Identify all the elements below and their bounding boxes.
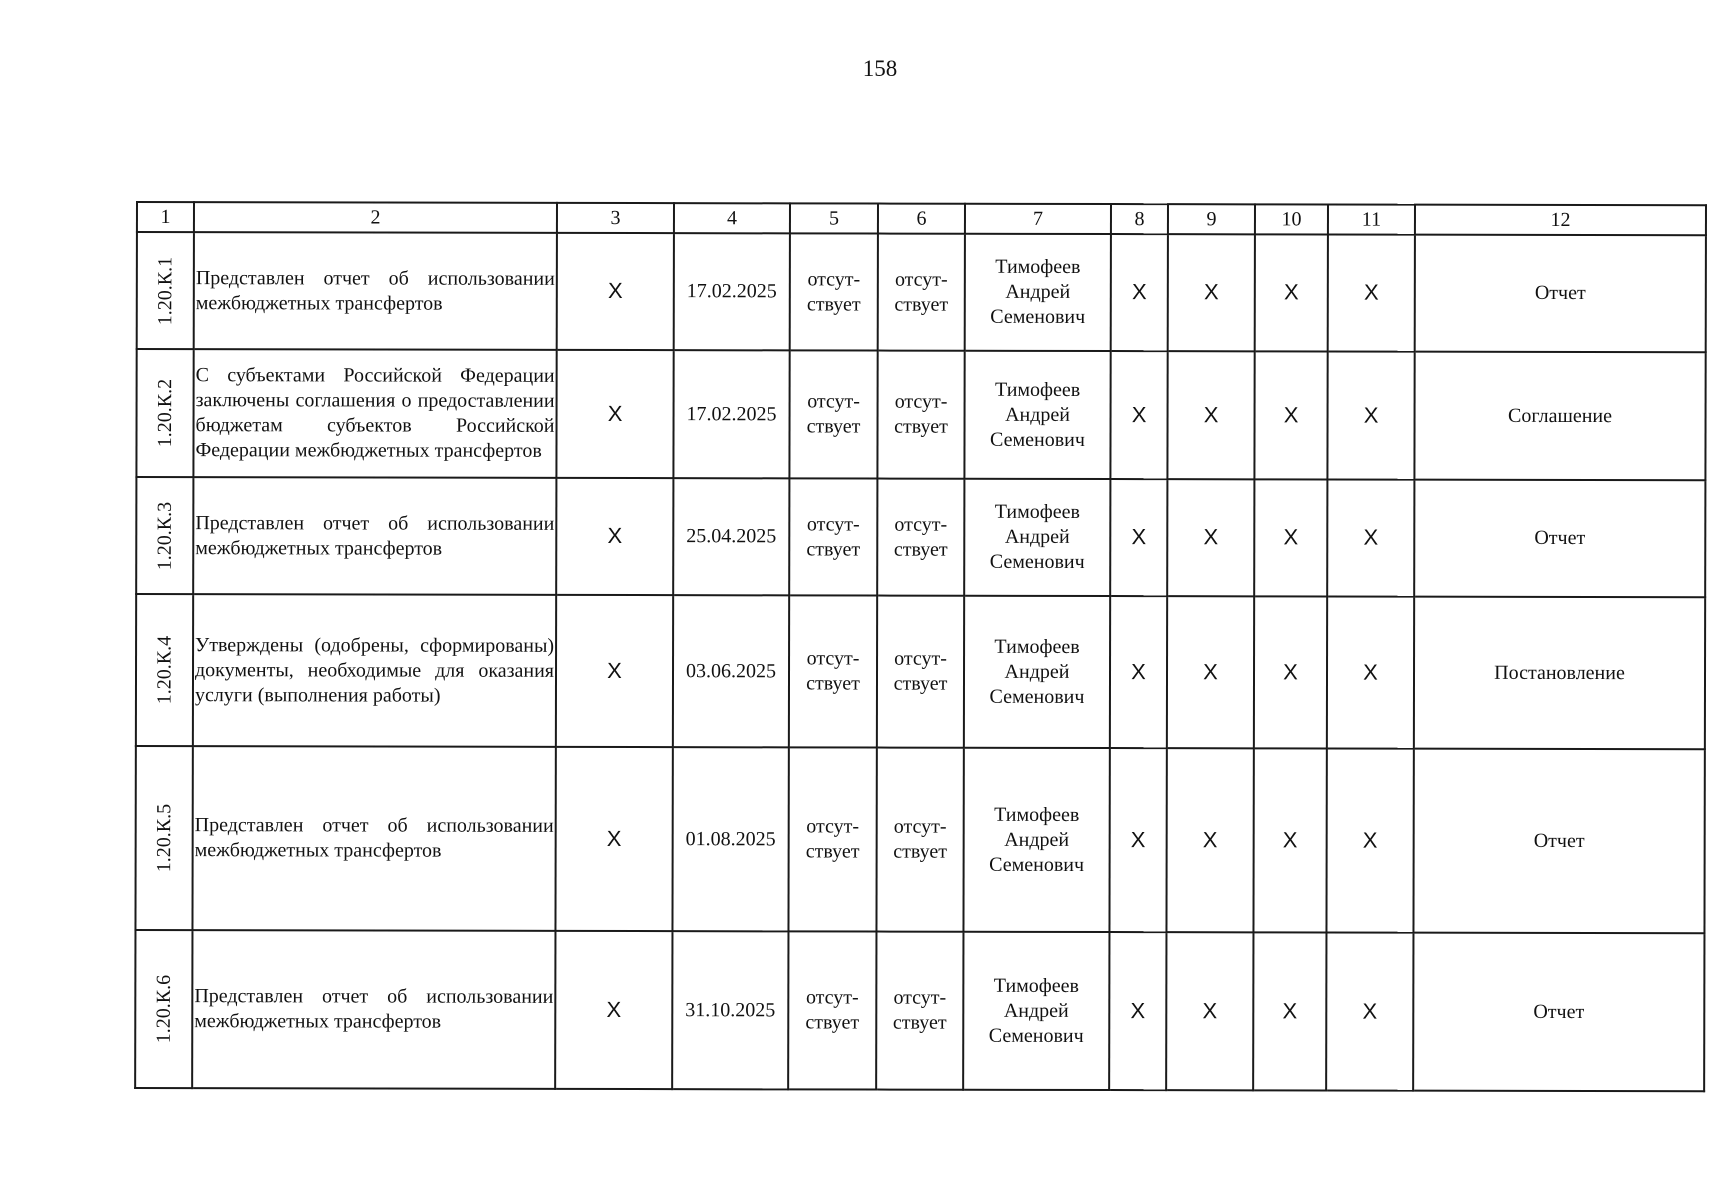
row-col8 [1110,351,1167,479]
header-cell-6: 6 [878,204,965,234]
row-code: 1.20.К.2 [153,378,176,448]
x-mark: X [1363,279,1379,305]
x-mark: X [1283,524,1299,550]
row-col10 [1254,351,1327,479]
row-col5 [788,931,876,1089]
person-name: Андрей [1004,525,1070,548]
row-document-type: Отчет [1414,480,1705,598]
absent-line-2: ствует [806,415,861,438]
x-mark: X [1203,524,1219,550]
x-mark: X [606,996,622,1022]
row-col11 [1327,596,1414,748]
absent-line-1: отсут- [806,815,860,838]
row-col3 [556,478,673,595]
row-col9 [1166,748,1253,932]
x-mark: X [1203,658,1218,684]
absent-line-2: ствует [893,538,948,561]
row-col6 [877,479,964,596]
row-responsible [964,596,1110,748]
table-row [136,477,1705,597]
row-description: Представлен отчет об использовании межбюджетных трансфертов [194,232,557,350]
header-row [137,202,1706,235]
row-document-type: Отчет [1415,235,1706,353]
absent-line-2: ствует [805,1011,860,1034]
x-mark: X [1130,997,1146,1023]
header-cell-8: 8 [1111,204,1168,234]
row-description: Утверждены (одобрены, сформированы) документы, необходимые для оказания услуги (выполнения работы) [193,594,556,747]
row-code: 1.20.К.1 [153,256,176,325]
absent-line-1: отсут- [893,986,947,1009]
row-col6 [878,234,965,351]
row-description: Представлен отчет об использовании межбюджетных трансфертов [192,930,555,1089]
table-row [135,930,1704,1091]
row-col11 [1326,748,1413,932]
x-mark: X [1362,827,1378,853]
row-code-cell [136,594,193,746]
row-col5 [789,595,877,747]
row-col9 [1167,596,1254,748]
absent-line-2: ствует [805,840,860,863]
person-patronymic: Семенович [989,853,1085,876]
row-date: 31.10.2025 [672,931,788,1089]
x-mark: X [606,825,622,851]
row-responsible [964,479,1110,596]
x-mark: X [1202,826,1218,852]
person-patronymic: Семенович [989,550,1085,573]
header-cell-7: 7 [965,204,1111,234]
header-cell-4: 4 [674,203,790,233]
person-name: Андрей [1005,280,1071,303]
row-col8 [1110,479,1167,596]
row-col3 [555,931,672,1089]
control-points-table [134,201,1707,1092]
row-document-type: Постановление [1414,597,1705,750]
x-mark: X [1282,997,1298,1023]
x-mark: X [1203,279,1219,305]
person-surname: Тимофеев [994,500,1080,523]
person-patronymic: Семенович [988,1024,1084,1047]
person-surname: Тимофеев [994,635,1080,658]
x-mark: X [607,277,623,304]
row-col3 [557,233,674,350]
row-col6 [876,932,963,1090]
row-code-cell [136,349,193,477]
x-mark: X [1131,401,1147,427]
row-col5 [789,478,877,595]
table-row [135,746,1704,933]
absent-line-1: отсут- [894,268,948,291]
row-col10 [1253,748,1326,932]
row-col5 [789,350,877,478]
person-surname: Тимофеев [994,803,1080,826]
row-col6 [877,351,964,479]
person-name: Андрей [1004,660,1070,683]
row-document-type: Отчет [1413,933,1704,1092]
row-col3 [556,595,673,747]
row-col5 [790,233,878,350]
header-cell-2: 2 [194,202,557,233]
absent-line-2: ствует [893,672,948,695]
row-col11 [1327,479,1414,596]
row-col9 [1167,479,1254,596]
x-mark: X [1283,658,1298,684]
absent-line-1: отсут- [894,390,948,413]
x-mark: X [1131,658,1146,684]
person-patronymic: Семенович [989,685,1085,708]
header-cell-11: 11 [1328,204,1415,234]
absent-line-2: ствует [806,537,861,561]
row-document-type: Соглашение [1414,352,1705,481]
person-surname: Тимофеев [995,255,1081,278]
x-mark: X [1283,279,1299,305]
row-col9 [1166,932,1253,1090]
row-date: 17.02.2025 [673,350,789,478]
x-mark: X [1130,826,1146,852]
person-patronymic: Семенович [990,305,1086,328]
row-date: 17.02.2025 [674,233,790,350]
x-mark: X [1283,401,1299,427]
x-mark: X [607,657,622,683]
row-code: 1.20.К.6 [152,974,175,1044]
row-col6 [876,748,963,932]
absent-line-1: отсут- [806,647,860,670]
row-col8 [1111,234,1168,351]
x-mark: X [1203,401,1219,427]
row-code-cell [136,477,193,594]
row-col10 [1255,234,1328,351]
x-mark: X [1131,279,1147,305]
row-responsible [965,234,1111,351]
row-date: 03.06.2025 [673,595,789,747]
row-code-cell [135,930,192,1088]
row-code: 1.20.К.3 [153,501,176,570]
absent-line-1: отсут- [894,647,947,670]
x-mark: X [1363,524,1379,550]
row-date: 25.04.2025 [673,478,789,595]
absent-line-2: ствует [894,415,948,438]
row-description: С субъектами Российской Федерации заключены соглашения о предоставлении бюджетам субъектов Российской Федерации межбюджетных трансфертов [193,349,556,478]
row-col10 [1253,932,1326,1090]
row-col3 [555,747,672,931]
row-description: Представлен отчет об использовании межбюджетных трансфертов [193,477,556,595]
x-mark: X [1363,402,1379,428]
row-col5 [788,747,876,931]
x-mark: X [1282,826,1298,852]
absent-line-1: отсут- [894,513,948,536]
row-col10 [1254,596,1327,748]
row-responsible [964,351,1110,479]
person-surname: Тимофеев [993,974,1079,997]
row-col11 [1326,932,1413,1090]
row-col8 [1109,748,1166,932]
absent-line-1: отсут- [893,815,947,838]
row-code: 1.20.К.5 [152,803,175,873]
header-cell-5: 5 [790,203,878,233]
row-col11 [1327,351,1414,479]
table-row [136,594,1705,749]
row-description: Представлен отчет об использовании межбюджетных трансфертов [192,746,555,931]
row-col8 [1110,596,1167,748]
row-code-cell [135,746,192,930]
person-name: Андрей [1003,999,1069,1022]
person-name: Андрей [1005,403,1071,426]
row-col3 [556,350,673,478]
row-responsible [963,932,1109,1090]
absent-line-1: отсут- [806,512,860,536]
x-mark: X [607,400,623,426]
page-number: 158 [862,56,898,81]
absent-line-2: ствует [893,840,948,863]
row-col6 [877,596,964,748]
x-mark: X [1131,524,1147,550]
x-mark: X [1202,997,1218,1023]
row-col10 [1254,479,1327,596]
absent-line-2: ствует [892,1011,947,1034]
row-col8 [1109,932,1166,1090]
table-row [136,349,1705,480]
row-code: 1.20.К.4 [152,635,176,705]
person-surname: Тимофеев [994,378,1081,401]
header-cell-12: 12 [1415,205,1706,236]
row-date: 01.08.2025 [672,747,788,931]
absent-line-2: ствует [806,672,860,695]
row-col11 [1328,234,1415,351]
person-name: Андрей [1004,828,1070,851]
person-patronymic: Семенович [990,428,1085,451]
absent-line-1: отсут- [807,390,860,413]
header-cell-10: 10 [1255,204,1328,234]
row-document-type: Отчет [1413,749,1704,934]
x-mark: X [607,522,623,549]
row-col9 [1167,351,1254,479]
row-responsible [963,748,1109,932]
x-mark: X [1362,998,1378,1024]
row-col9 [1168,234,1255,351]
x-mark: X [1363,659,1378,685]
absent-line-2: ствует [806,292,861,316]
header-cell-3: 3 [557,203,674,233]
absent-line-2: ствует [894,293,949,316]
header-cell-1: 1 [137,202,194,232]
absent-line-1: отсут- [805,986,859,1009]
absent-line-1: отсут- [807,267,861,291]
table-row [137,232,1706,352]
header-cell-9: 9 [1168,204,1255,234]
row-code-cell [137,232,194,349]
